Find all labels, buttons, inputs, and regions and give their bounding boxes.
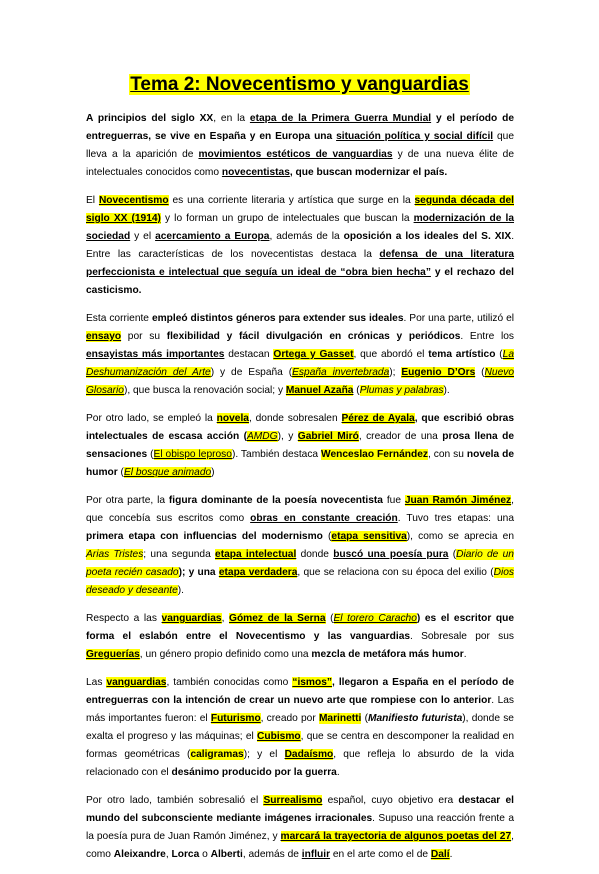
text-run: , llegaron a España en el período de entreguerras con la — [86, 677, 514, 706]
text-run: ( — [475, 367, 485, 378]
text-run: , además de la — [269, 231, 344, 242]
text-run: ( — [322, 531, 332, 542]
highlighted-text: Dios deseado y deseante — [86, 567, 514, 596]
text-run: ), y — [277, 431, 298, 442]
text-run: etapa de la Primera Guerra Mundial — [249, 113, 432, 124]
paragraph-4 — [86, 410, 514, 482]
highlighted-text: marcará la trayectoria de algunos poetas del 27 — [280, 831, 512, 842]
text-run: destacan — [224, 349, 274, 360]
text-run: novecentistas — [221, 167, 290, 178]
text-run: Alberti — [210, 849, 243, 860]
highlighted-text: España invertebrada — [292, 367, 390, 378]
text-run: ). También destaca — [231, 449, 322, 460]
text-run: ); y el — [243, 749, 285, 760]
text-run: ) y de España ( — [210, 367, 293, 378]
text-run: , que concebía sus escritos como — [86, 495, 514, 524]
text-run: que lleva a la aparición de — [86, 131, 515, 160]
text-run: , creador de una — [358, 431, 443, 442]
highlighted-text: Novecentismo — [98, 195, 169, 206]
text-run: , creado por — [260, 713, 319, 724]
highlighted-text: Dalí — [430, 849, 450, 860]
text-run: . — [449, 849, 453, 860]
text-run: primera etapa con influencias del modernismo — [86, 531, 323, 542]
paragraph-2 — [86, 192, 514, 300]
paragraph-7 — [86, 674, 514, 782]
text-run: El — [86, 195, 99, 206]
text-run: , — [221, 613, 230, 624]
text-run: ). — [177, 585, 184, 596]
text-run: , donde sobresalen — [248, 413, 342, 424]
text-run: acercamiento a Europa — [155, 231, 270, 242]
text-run: defensa de una literatura perfeccionista e intelectual que seguía un ideal de “obra bien hecha” — [86, 249, 514, 278]
highlighted-text: vanguardias — [161, 613, 222, 624]
text-run: , que se centra en descomponer la realidad en formas geométricas ( — [86, 731, 514, 760]
text-run: Respecto a las — [86, 613, 162, 624]
text-run: . — [336, 767, 340, 778]
text-run: Esta corriente — [86, 313, 152, 324]
text-run: . Entre los — [460, 331, 514, 342]
highlighted-text: segunda década del siglo XX (1914) — [86, 195, 514, 224]
text-run: , con su — [427, 449, 467, 460]
text-run: ( — [117, 467, 124, 478]
document-title-text: Tema 2: Novecentismo y vanguardias — [130, 74, 469, 95]
text-run: empleó distintos géneros para extender sus ideales — [151, 313, 404, 324]
text-run: ), como se aprecia en — [406, 531, 514, 542]
paragraph-3 — [86, 310, 514, 400]
highlighted-text: Juan Ramón Jiménez — [404, 495, 512, 506]
text-run: y el período de entreguerras, se vive en España y en Europa una — [86, 113, 514, 142]
paragraph-6 — [86, 610, 514, 664]
text-run: Aleixandre — [113, 849, 166, 860]
highlighted-text: La Deshumanización del Arte — [86, 349, 514, 378]
highlighted-text: Eugenio D’Ors — [401, 367, 476, 378]
text-run: ( — [147, 449, 154, 460]
text-run: donde — [296, 549, 334, 560]
text-run: influir — [301, 849, 331, 860]
document-title — [0, 74, 599, 96]
text-run: ) — [211, 467, 215, 478]
highlighted-text: Surrealismo — [263, 795, 323, 806]
text-run: en el arte como el de — [330, 849, 431, 860]
highlighted-text: Cubismo — [257, 731, 301, 742]
highlighted-text: El obispo leproso — [153, 449, 232, 460]
highlighted-text: etapa intelectual — [215, 549, 297, 560]
text-run: y lo forman un grupo de intelectuales que buscan la — [160, 213, 414, 224]
text-run: es una corriente literaria y artística que surge en la — [168, 195, 415, 206]
highlighted-text: Plumas y palabras — [359, 385, 444, 396]
text-run: fue — [382, 495, 405, 506]
text-run: ); y una — [178, 567, 219, 578]
text-run: ). — [443, 385, 450, 396]
highlighted-text: “ismos” — [292, 677, 332, 688]
highlighted-text: Gómez de la Serna — [229, 613, 326, 624]
text-run: y el — [130, 231, 156, 242]
highlighted-text: Dadaísmo — [284, 749, 334, 760]
text-run: ; una segunda — [143, 549, 216, 560]
highlighted-text: etapa sensitiva — [331, 531, 407, 542]
highlighted-text: AMDG — [247, 431, 278, 442]
text-run: . Supuso una reacción frente a la poesía pura de Juan Ramón Jiménez, y — [86, 813, 514, 842]
text-run: oposición a los ideales del S. XIX — [343, 231, 512, 242]
text-run: ) es el escritor que forma el eslabón entre el Novecentismo y las vanguardias — [86, 613, 515, 642]
text-run: , como — [86, 831, 514, 860]
text-run: , que escribió obras intelectuales de escasa acción ( — [86, 413, 514, 442]
text-run: . Las más importantes fueron: el — [86, 695, 514, 724]
text-run: ( — [448, 549, 457, 560]
text-run: buscó una poesía pura — [333, 549, 449, 560]
text-run: modernización de la sociedad — [86, 213, 514, 242]
text-run: , que se relaciona con su época del exilio ( — [297, 567, 494, 578]
text-run: ( — [495, 349, 503, 360]
text-run: ( — [353, 385, 360, 396]
highlighted-text: Nuevo Glosario — [86, 367, 514, 396]
text-run: ), que busca la renovación social; y — [123, 385, 286, 396]
highlighted-text: Marinetti — [318, 713, 362, 724]
paragraph-8 — [86, 792, 514, 864]
text-run: prosa llena de sensaciones — [86, 431, 514, 460]
text-run: , también conocidas como — [166, 677, 293, 688]
text-run: . — [463, 649, 467, 660]
text-run: Por otro lado, también sobresalió el — [86, 795, 264, 806]
text-run: Por otro lado, se empleó la — [86, 413, 217, 424]
text-run: mezcla de metáfora más humor — [311, 649, 464, 660]
paragraph-1 — [86, 110, 514, 182]
highlighted-text: Wenceslao Fernández — [321, 449, 428, 460]
text-run: y de una nueva élite de intelectuales conocidos como — [86, 149, 515, 178]
highlighted-text: etapa verdadera — [218, 567, 298, 578]
text-run: , en la — [213, 113, 250, 124]
highlighted-text: El torero Caracho — [333, 613, 417, 624]
text-run: Manifiesto futurista — [367, 713, 463, 724]
text-run: Por otra parte, la — [86, 495, 169, 506]
text-run: ); — [389, 367, 402, 378]
text-run: tema artístico — [428, 349, 496, 360]
highlighted-text: ensayo — [86, 331, 122, 342]
text-run: ensayistas más importantes — [86, 349, 225, 360]
text-run: desánimo producido por la guerra — [171, 767, 337, 778]
text-run: flexibilidad y fácil divulgación en crónicas y periódicos — [166, 331, 461, 342]
text-run: situación política y social difícil — [336, 131, 494, 142]
text-run: o — [199, 849, 211, 860]
text-run: , un género propio definido como una — [139, 649, 312, 660]
highlighted-text: Gabriel Miró — [297, 431, 359, 442]
highlighted-text: caligramas — [190, 749, 244, 760]
highlighted-text: novela — [216, 413, 249, 424]
text-run: , además de — [242, 849, 302, 860]
text-run: movimientos estéticos de vanguardias — [198, 149, 393, 160]
text-run: , que buscan modernizar el país. — [289, 167, 448, 178]
document-body — [86, 110, 514, 874]
text-run: destacar el mundo del subconsciente mediante imágenes irracionales — [86, 795, 514, 824]
text-run: y el rechazo del casticismo. — [86, 267, 514, 296]
text-run: Lorca — [171, 849, 200, 860]
text-run: . Entre las características de los novecentistas destaca la — [86, 231, 515, 260]
text-run: novela de humor — [86, 449, 514, 478]
text-run: , — [165, 849, 172, 860]
highlighted-text: Pérez de Ayala — [341, 413, 415, 424]
text-run: figura dominante de la poesía novecentista — [168, 495, 383, 506]
text-run: . Por una parte, utilizó el — [403, 313, 515, 324]
highlighted-text: Greguerías — [86, 649, 140, 660]
highlighted-text: El bosque animado — [123, 467, 212, 478]
highlighted-text: Manuel Azaña — [285, 385, 354, 396]
text-run: ( — [361, 713, 368, 724]
highlighted-text: Ortega y Gasset — [273, 349, 354, 360]
text-run: obras en constante creación — [250, 513, 398, 524]
text-run: por su — [121, 331, 167, 342]
highlighted-text: Diario de un poeta recién casado — [86, 549, 514, 578]
text-run: . Tuvo tres etapas: una — [397, 513, 514, 524]
paragraph-5 — [86, 492, 514, 600]
text-run: intención de crear un nuevo arte que rompiese con lo anterior — [185, 695, 492, 706]
text-run: Las — [86, 677, 107, 688]
text-run: ), donde se exalta el progreso y las máquinas; el — [86, 713, 514, 742]
text-run: A principios del siglo XX — [86, 113, 214, 124]
text-run: español, cuyo objetivo era — [322, 795, 459, 806]
highlighted-text: Futurismo — [210, 713, 261, 724]
text-run: ( — [325, 613, 334, 624]
text-run: . Sobresale por sus — [410, 631, 515, 642]
text-run: , que abordó el — [353, 349, 429, 360]
highlighted-text: Arias Tristes — [86, 549, 144, 560]
highlighted-text: vanguardias — [106, 677, 167, 688]
text-run: , que refleja lo absurdo de la vida relacionado con el — [86, 749, 514, 778]
